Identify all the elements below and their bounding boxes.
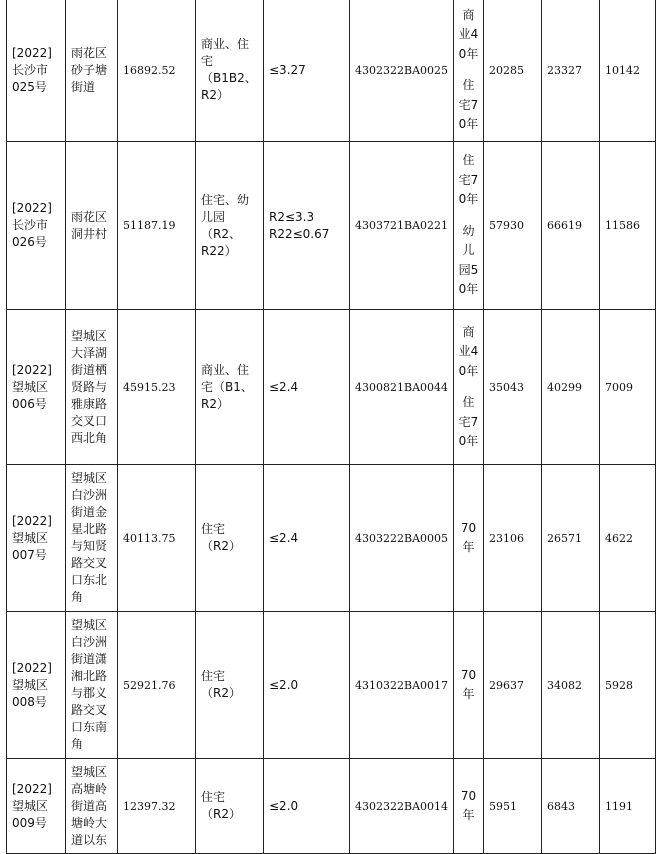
- term-cell-line: 商业40年: [458, 7, 479, 61]
- table-body: [7, 0, 656, 854]
- land-auction-table: [6, 0, 656, 854]
- far-cell-line: ≤2.0: [269, 798, 299, 813]
- value3-cell: 4622: [600, 465, 656, 612]
- value1-cell: 35043: [484, 310, 542, 465]
- land-use-cell-line: （R2）: [201, 539, 241, 553]
- value2-cell: 6843: [542, 759, 600, 854]
- land-use-cell-line: 商业、住: [201, 362, 250, 377]
- land-use-cell: [196, 0, 264, 142]
- term-cell: [454, 759, 484, 854]
- location-cell: 雨花区洞井村: [66, 142, 118, 310]
- lot-id-cell-line: 望城区: [12, 677, 49, 692]
- value3-cell: 1191: [600, 759, 656, 854]
- parcel-code-cell: 4310322BA0017: [350, 612, 454, 759]
- far-cell: [264, 0, 350, 142]
- lot-id-cell-line: 长沙市: [12, 218, 49, 232]
- term-cell-line: 商业40年: [458, 324, 479, 378]
- land-use-cell-line: （R2）: [201, 807, 241, 821]
- lot-id-cell-line: [2022]: [12, 45, 52, 60]
- area-cell: 45915.23: [118, 310, 196, 465]
- land-use-cell-line: R22）: [201, 243, 237, 258]
- area-cell: 51187.19: [118, 142, 196, 310]
- lot-id-cell: [7, 142, 66, 310]
- parcel-code-cell: 4303222BA0005: [350, 465, 454, 612]
- far-cell-line: ≤2.4: [269, 379, 299, 394]
- lot-id-cell-line: 望城区: [12, 530, 49, 545]
- far-cell-line: ≤3.27: [269, 62, 306, 77]
- value1-cell: 57930: [484, 142, 542, 310]
- land-use-cell: [196, 612, 264, 759]
- table-row: [7, 612, 656, 759]
- land-use-cell: [196, 465, 264, 612]
- area-cell: 12397.32: [118, 759, 196, 854]
- lot-id-cell-line: 009号: [12, 815, 47, 830]
- far-cell: [264, 142, 350, 310]
- term-cell-line: 70年: [460, 788, 477, 822]
- far-cell: [264, 465, 350, 612]
- lot-id-cell: [7, 465, 66, 612]
- lot-id-cell-line: 007号: [12, 547, 47, 562]
- lot-id-cell-line: [2022]: [12, 201, 52, 215]
- table-row: [7, 142, 656, 310]
- location-cell: 望城区白沙洲街道潇湘北路与郡义路交叉口东南角: [66, 612, 118, 759]
- value2-cell: 23327: [542, 0, 600, 142]
- term-cell: [454, 612, 484, 759]
- lot-id-cell-line: 006号: [12, 396, 47, 411]
- value3-cell: 7009: [600, 310, 656, 465]
- location-cell: 望城区大泽湖街道栖贤路与雅康路交叉口西北角: [66, 310, 118, 465]
- parcel-code-cell: 4302322BA0014: [350, 759, 454, 854]
- land-use-cell-line: 住宅: [201, 790, 226, 804]
- value3-cell: 10142: [600, 0, 656, 142]
- far-cell-line: R22≤0.67: [269, 226, 330, 241]
- land-use-cell-line: 住宅、幼: [201, 192, 250, 207]
- value2-cell: 40299: [542, 310, 600, 465]
- far-cell: [264, 612, 350, 759]
- lot-id-cell-line: [2022]: [12, 660, 52, 675]
- land-use-cell-line: 住宅: [201, 669, 226, 683]
- value3-cell: 11586: [600, 142, 656, 310]
- table-row: [7, 0, 656, 142]
- far-cell: [264, 759, 350, 854]
- term-cell-line: 70年: [460, 667, 477, 701]
- table-row: [7, 310, 656, 465]
- far-cell-line: R2≤3.3: [269, 209, 315, 224]
- value1-cell: 29637: [484, 612, 542, 759]
- term-cell-line: 幼儿园50年: [458, 223, 479, 297]
- term-cell-line: 70年: [460, 520, 477, 554]
- term-cell: [454, 310, 484, 465]
- lot-id-cell-line: [2022]: [12, 362, 52, 377]
- lot-id-cell: [7, 0, 66, 142]
- value1-cell: 5951: [484, 759, 542, 854]
- table-row: [7, 759, 656, 854]
- land-use-cell: [196, 310, 264, 465]
- land-use-cell-line: R2）: [201, 396, 229, 411]
- term-cell-line: 住宅70年: [458, 78, 479, 131]
- area-cell: 16892.52: [118, 0, 196, 142]
- lot-id-cell: [7, 612, 66, 759]
- value2-cell: 66619: [542, 142, 600, 310]
- location-cell: 望城区高塘岭街道高塘岭大道以东: [66, 759, 118, 854]
- land-use-cell: [196, 759, 264, 854]
- land-use-cell-line: 儿园: [201, 209, 226, 224]
- lot-id-cell: [7, 310, 66, 465]
- far-cell-line: ≤2.4: [269, 530, 299, 545]
- lot-id-cell-line: [2022]: [12, 513, 52, 528]
- lot-id-cell-line: 长沙市: [12, 62, 49, 77]
- land-use-cell-line: 商业、住宅: [201, 37, 250, 68]
- land-use-cell-line: R2）: [201, 88, 229, 102]
- area-cell: 40113.75: [118, 465, 196, 612]
- term-cell-line: 住宅70年: [458, 395, 479, 448]
- term-gap: [458, 64, 479, 76]
- value1-cell: 23106: [484, 465, 542, 612]
- value2-cell: 34082: [542, 612, 600, 759]
- land-use-cell-line: 宅（B1、: [201, 379, 253, 394]
- term-cell: [454, 142, 484, 310]
- parcel-code-cell: 4300821BA0044: [350, 310, 454, 465]
- lot-id-cell-line: 望城区: [12, 798, 49, 813]
- location-cell: 雨花区砂子塘街道: [66, 0, 118, 142]
- far-cell: [264, 310, 350, 465]
- location-cell: 望城区白沙洲街道金星北路与知贤路交叉口东北角: [66, 465, 118, 612]
- lot-id-cell-line: 008号: [12, 694, 47, 709]
- parcel-code-cell: 4303721BA0221: [350, 142, 454, 310]
- land-use-cell: [196, 142, 264, 310]
- land-use-cell-line: （B1B2、: [201, 71, 257, 85]
- lot-id-cell-line: 026号: [12, 235, 47, 249]
- land-use-cell-line: （R2、: [201, 226, 241, 241]
- lot-id-cell: [7, 759, 66, 854]
- parcel-code-cell: 4302322BA0025: [350, 0, 454, 142]
- land-use-cell-line: （R2）: [201, 686, 241, 700]
- term-cell: [454, 0, 484, 142]
- land-use-cell-line: 住宅: [201, 522, 226, 536]
- term-cell-line: 住宅70年: [458, 153, 479, 207]
- term-gap: [458, 210, 479, 222]
- lot-id-cell-line: 望城区: [12, 379, 49, 394]
- term-cell: [454, 465, 484, 612]
- value2-cell: 26571: [542, 465, 600, 612]
- lot-id-cell-line: 025号: [12, 79, 47, 94]
- far-cell-line: ≤2.0: [269, 677, 299, 692]
- table-row: [7, 465, 656, 612]
- area-cell: 52921.76: [118, 612, 196, 759]
- term-gap: [458, 381, 479, 393]
- value3-cell: 5928: [600, 612, 656, 759]
- value1-cell: 20285: [484, 0, 542, 142]
- lot-id-cell-line: [2022]: [12, 781, 52, 796]
